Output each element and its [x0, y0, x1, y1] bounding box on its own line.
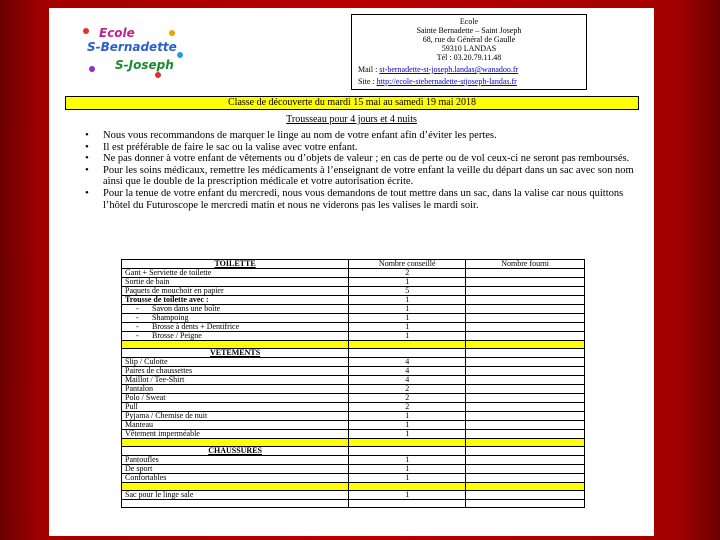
rules-list: [85, 130, 643, 211]
table-row: [122, 500, 585, 508]
section-title: CHAUSSURES: [122, 447, 349, 456]
provided-cell[interactable]: [466, 385, 585, 394]
table-row: [122, 403, 585, 412]
qty-cell: 2: [349, 403, 466, 412]
qty-cell: 1: [349, 412, 466, 421]
item-cell: - Savon dans une boîte: [122, 305, 349, 314]
address-phone: Tél : 03.20.79.11.48: [436, 53, 502, 62]
address-school: Ecole: [459, 17, 479, 26]
section-row-vetements: [122, 349, 585, 358]
qty-cell: 1: [349, 323, 466, 332]
address-site-row: [352, 77, 586, 86]
provided-cell[interactable]: [466, 314, 585, 323]
provided-cell[interactable]: [466, 323, 585, 332]
provided-cell[interactable]: [466, 269, 585, 278]
item-cell: Pyjama / Chemise de nuit: [122, 412, 349, 421]
item-cell: Pull: [122, 403, 349, 412]
qty-cell: 1: [349, 430, 466, 439]
provided-cell[interactable]: [466, 394, 585, 403]
trousseau-table: [121, 259, 585, 508]
provided-cell[interactable]: [466, 376, 585, 385]
table-row: [122, 367, 585, 376]
document-page: [49, 8, 654, 536]
item-cell: Manteau: [122, 421, 349, 430]
trousseau-subtitle: Trousseau pour 4 jours et 4 nuits: [286, 114, 417, 125]
qty-cell: 1: [349, 421, 466, 430]
site-label: Site :: [358, 77, 375, 86]
item-cell: Trousse de toilette avec :: [122, 296, 349, 305]
provided-cell[interactable]: [466, 287, 585, 296]
table-row: [122, 305, 585, 314]
qty-cell: 1: [349, 474, 466, 483]
table-header-row: [122, 260, 585, 269]
section-title: VETEMENTS: [122, 349, 349, 358]
address-mail-row: [352, 65, 586, 74]
item-cell: - Shampoing: [122, 314, 349, 323]
qty-cell: 1: [349, 491, 466, 500]
table-row: [122, 278, 585, 287]
rule-item: • Pour les soins médicaux, remettre les médicaments à l’enseignant de votre enfant la veille du départ dans un sac avec son nom ainsi que le double de la prescription médicale et votre autorisation écrite.: [103, 165, 643, 188]
provided-cell[interactable]: [466, 456, 585, 465]
qty-cell: 4: [349, 376, 466, 385]
item-cell: Slip / Culotte: [122, 358, 349, 367]
school-address-box: [351, 14, 587, 90]
qty-cell: 4: [349, 367, 466, 376]
table-row: [122, 269, 585, 278]
table-row: [122, 456, 585, 465]
qty-cell: 5: [349, 287, 466, 296]
table-row: [122, 385, 585, 394]
qty-cell: 1: [349, 465, 466, 474]
item-cell: - Brosse / Peigne: [122, 332, 349, 341]
mail-link[interactable]: st-bernadette-st-joseph.landas@wanadoo.fr: [379, 65, 519, 74]
table-row: [122, 376, 585, 385]
site-link[interactable]: http://ecole-stebernadette-stjoseph-landas.fr: [376, 77, 517, 86]
address-city: 59310 LANDAS: [441, 44, 497, 53]
item-cell: - Brosse à dents + Dentifrice: [122, 323, 349, 332]
provided-cell[interactable]: [466, 278, 585, 287]
item-cell: Paquets de mouchoir en papier: [122, 287, 349, 296]
table-separator-row: [122, 341, 585, 349]
address-street: 68, rue du Général de Gaulle: [422, 35, 516, 44]
qty-cell: 1: [349, 456, 466, 465]
table-row: [122, 323, 585, 332]
qty-cell: 4: [349, 358, 466, 367]
qty-cell: 1: [349, 305, 466, 314]
provided-cell[interactable]: [466, 358, 585, 367]
provided-cell[interactable]: [466, 474, 585, 483]
rule-item: • Il est préférable de faire le sac ou la valise avec votre enfant.: [103, 142, 643, 154]
header-provided: Nombre fourni: [466, 260, 585, 269]
table-row: [122, 421, 585, 430]
header-recommended: Nombre conseillé: [349, 260, 466, 269]
qty-cell: 1: [349, 314, 466, 323]
item-cell: Vêtement imperméable: [122, 430, 349, 439]
mail-label: Mail :: [358, 65, 378, 74]
item-cell: Sac pour le linge sale: [122, 491, 349, 500]
school-logo: [81, 22, 191, 80]
item-cell: Pantalon: [122, 385, 349, 394]
item-cell: Maillot / Tee-Shirt: [122, 376, 349, 385]
table-row: [122, 332, 585, 341]
qty-cell: 1: [349, 332, 466, 341]
rule-item: • Pour la tenue de votre enfant du mercredi, nous vous demandons de tout mettre dans un sac, dans la valise car nous quittons l’hôtel du Futuroscope le mercredi matin et nous ne viderons pas les valises le mardi soir.: [103, 188, 643, 211]
provided-cell[interactable]: [466, 465, 585, 474]
qty-cell: 2: [349, 385, 466, 394]
section-row-chaussures: [122, 447, 585, 456]
provided-cell[interactable]: [466, 491, 585, 500]
rule-item: • Nous vous recommandons de marquer le linge au nom de votre enfant afin d’éviter les pertes.: [103, 130, 643, 142]
rule-item: • Ne pas donner à votre enfant de vêtements ou d’objets de valeur ; en cas de perte ou de vol ceux-ci ne seront pas remboursés.: [103, 153, 643, 165]
item-cell: Pantoufles: [122, 456, 349, 465]
trip-banner: Classe de découverte du mardi 15 mai au samedi 19 mai 2018: [65, 96, 639, 110]
table-row: [122, 412, 585, 421]
table-row: [122, 430, 585, 439]
item-cell: De sport: [122, 465, 349, 474]
table-row: [122, 296, 585, 305]
header-toilette: TOILETTE: [122, 260, 349, 269]
qty-cell: 1: [349, 278, 466, 287]
provided-cell[interactable]: [466, 296, 585, 305]
qty-cell: 2: [349, 269, 466, 278]
qty-cell: 1: [349, 296, 466, 305]
table-separator-row: [122, 483, 585, 491]
table-row: [122, 358, 585, 367]
provided-cell[interactable]: [466, 367, 585, 376]
item-cell: Paires de chaussettes: [122, 367, 349, 376]
item-cell: Confortables: [122, 474, 349, 483]
table-row: [122, 474, 585, 483]
table-row: [122, 465, 585, 474]
logo-text-2: S-Bernadette: [87, 40, 177, 54]
provided-cell[interactable]: [466, 305, 585, 314]
provided-cell[interactable]: [466, 412, 585, 421]
logo-text-1: Ecole: [99, 26, 135, 40]
provided-cell[interactable]: [466, 421, 585, 430]
table-row: [122, 314, 585, 323]
provided-cell[interactable]: [466, 403, 585, 412]
table-separator-row: [122, 439, 585, 447]
table-row: [122, 394, 585, 403]
qty-cell: 2: [349, 394, 466, 403]
address-name: Sainte Bernadette – Saint Joseph: [416, 26, 522, 35]
table-row: [122, 287, 585, 296]
table-row: [122, 491, 585, 500]
provided-cell[interactable]: [466, 430, 585, 439]
item-cell: Polo / Sweat: [122, 394, 349, 403]
provided-cell[interactable]: [466, 332, 585, 341]
item-cell: Gant + Serviette de toilette: [122, 269, 349, 278]
item-cell: Sortie de bain: [122, 278, 349, 287]
logo-text-3: S-Joseph: [115, 58, 174, 72]
